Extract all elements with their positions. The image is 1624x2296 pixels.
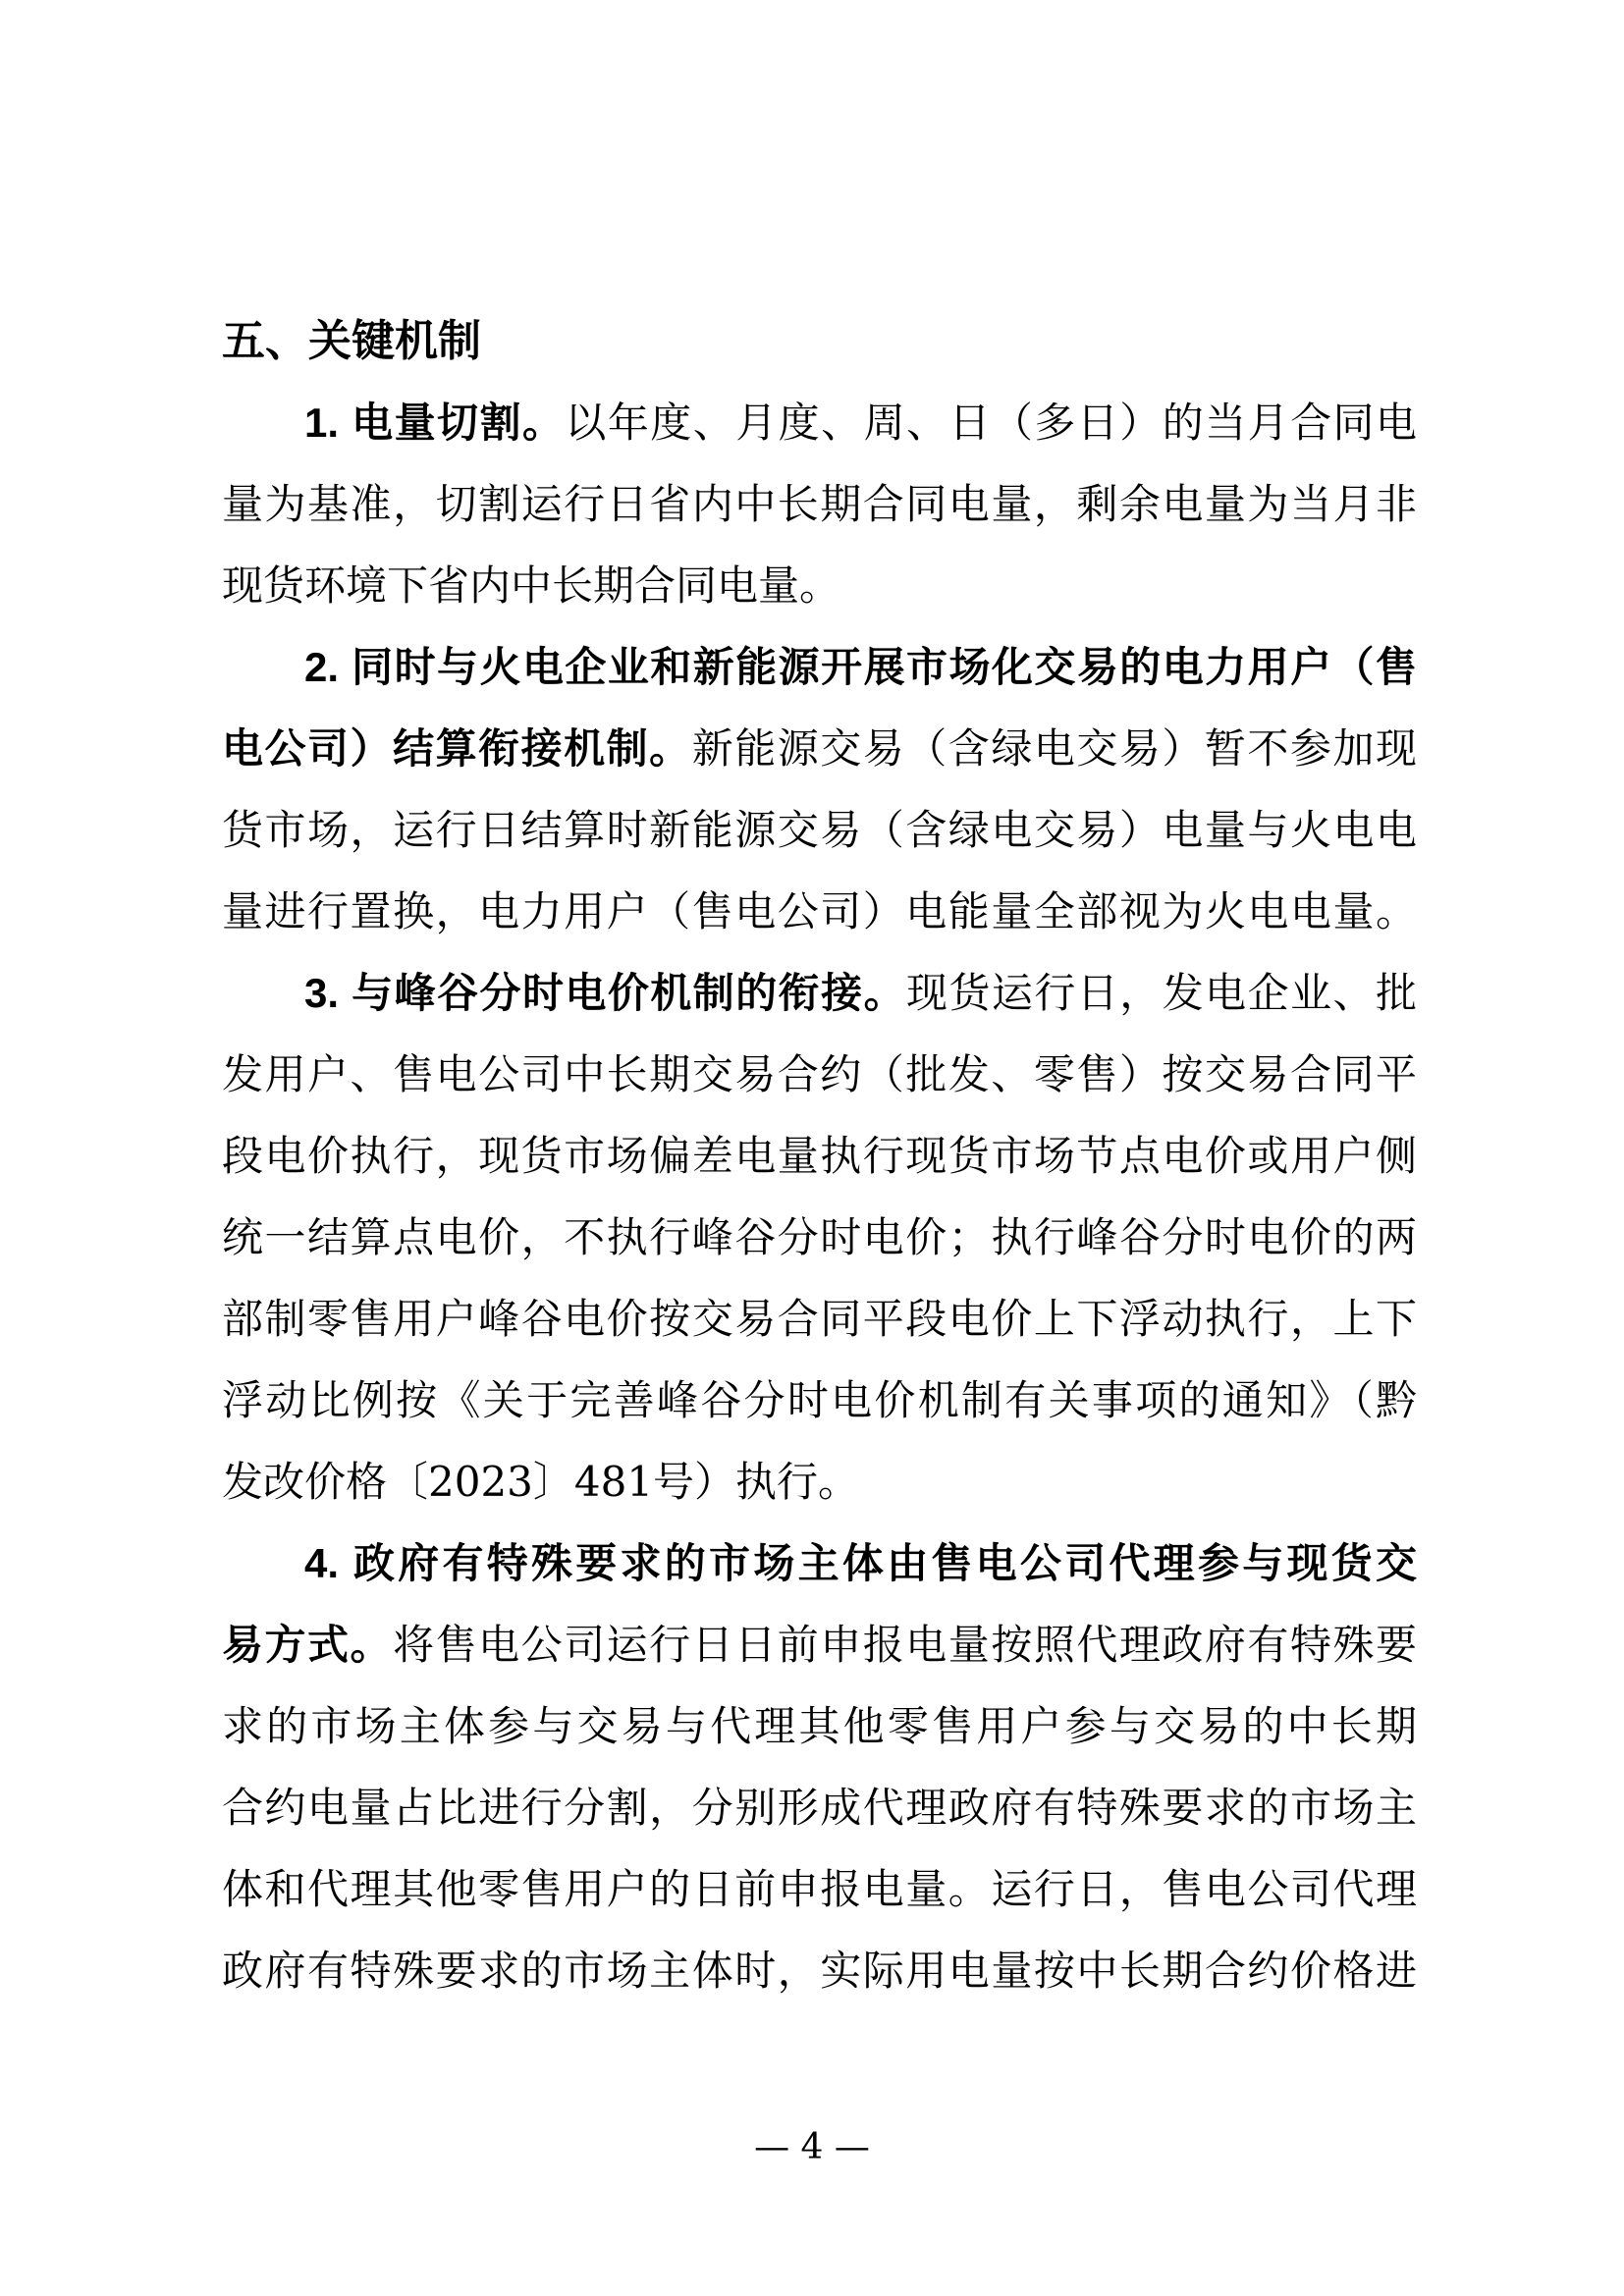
text-line [222,1685,1417,1767]
line-text: 将售电公司运行日日前申报电量按照代理政府有特殊要 [393,1621,1417,1669]
text-line [222,871,1417,952]
bold-lead: 4. 政府有特殊要求的市场主体由售电公司代理参与现货交 [304,1540,1417,1586]
bold-lead: 1. 电量切割。 [304,400,566,446]
text-line [222,1278,1417,1360]
text-line [222,789,1417,871]
line-text: 量进行置换，电力用户（售电公司）电能量全部视为火电电量。 [222,887,1417,935]
bold-lead: 电公司）结算衔接机制。 [222,725,692,772]
line-text: 体和代理其他零售用户的日前申报电量。运行日，售电公司代理 [222,1865,1417,1913]
line-text: 量为基准，切割运行日省内中长期合同电量，剩余电量为当月非 [222,480,1417,528]
bold-lead: 3. 与峰谷分时电价机制的衔接。 [304,970,907,1016]
line-text: 现货环境下省内中长期合同电量。 [222,561,841,610]
document-body [222,300,1417,2011]
line-text: 政府有特殊要求的市场主体时，实际用电量按中长期合约价格进 [222,1947,1417,1995]
line-text: 合约电量占比进行分割，分别形成代理政府有特殊要求的市场主 [222,1784,1417,1832]
text-line [222,1115,1417,1197]
line-text: 浮动比例按《关于完善峰谷分时电价机制有关事项的通知》（黔 [222,1376,1417,1424]
line-text: 统一结算点电价，不执行峰谷分时电价；执行峰谷分时电价的两 [222,1213,1417,1261]
text-line [222,952,1417,1034]
line-text: 现货运行日，发电企业、批 [906,969,1417,1017]
text-line [222,1197,1417,1278]
text-line [222,545,1417,626]
text-line [222,1604,1417,1685]
text-line [222,382,1417,463]
line-text: 求的市场主体参与交易与代理其他零售用户参与交易的中长期 [222,1702,1417,1750]
text-line [222,1034,1417,1115]
line-text: 新能源交易（含绿电交易）暂不参加现 [691,724,1417,773]
text-line [222,463,1417,545]
text-line [222,1360,1417,1441]
line-text: 发改价格〔2023〕481号）执行。 [222,1458,860,1506]
text-line [222,708,1417,789]
line-text: 发用户、售电公司中长期交易合约（批发、零售）按交易合同平 [222,1050,1417,1098]
page-number: — 4 — [754,2127,870,2167]
text-line [222,1767,1417,1848]
bold-lead: 易方式。 [222,1622,394,1668]
section-heading [222,300,1417,382]
line-text: 部制零售用户峰谷电价按交易合同平段电价上下浮动执行，上下 [222,1295,1417,1343]
text-line [222,1441,1417,1522]
text-line [222,1848,1417,1930]
section-heading-text: 五、关键机制 [222,317,481,365]
text-line [222,1522,1417,1604]
text-line [222,626,1417,708]
bold-lead: 2. 同时与火电企业和新能源开展市场化交易的电力用户（售 [304,644,1417,690]
text-line [222,1930,1417,2011]
line-text: 以年度、月度、周、日（多日）的当月合同电 [565,399,1417,447]
page-footer [0,2123,1624,2172]
line-text: 货市场，运行日结算时新能源交易（含绿电交易）电量与火电电 [222,806,1417,854]
line-text: 段电价执行，现货市场偏差电量执行现货市场节点电价或用户侧 [222,1132,1417,1180]
